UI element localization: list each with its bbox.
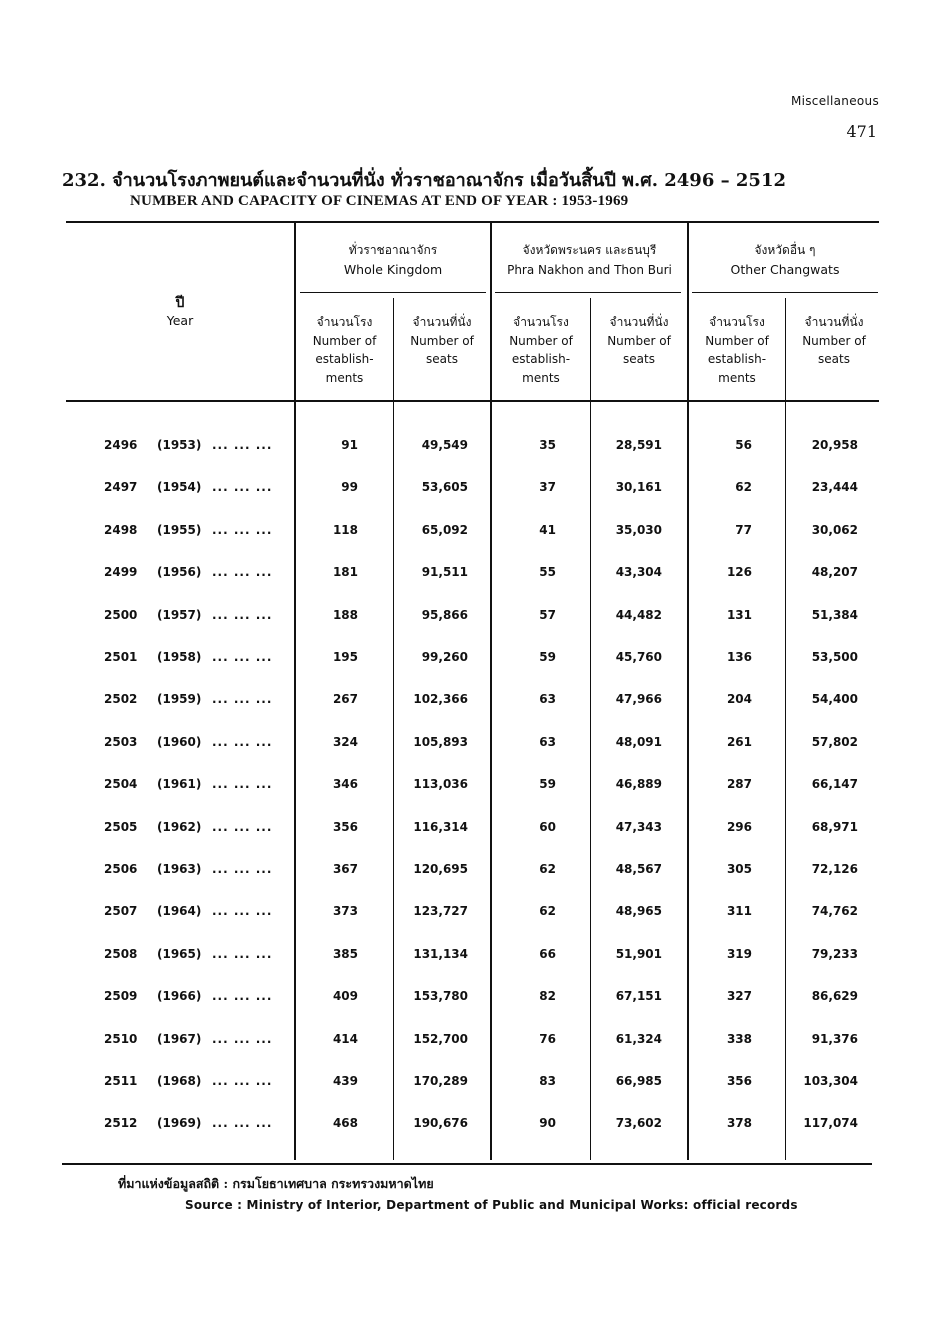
cell-whole-kingdom-establishments: 414: [332, 1031, 358, 1046]
cell-phra-nakhon-establishments: 63: [539, 734, 556, 749]
cell-phra-nakhon-seats: 67,151: [615, 989, 662, 1004]
year-gregorian: (1967): [157, 1031, 202, 1046]
cell-other-establishments: 62: [735, 480, 752, 495]
year-buddhist-era: 2502: [104, 692, 138, 707]
leader-dots: ... ... ...: [212, 989, 273, 1004]
cell-phra-nakhon-establishments: 90: [539, 1116, 556, 1131]
cell-phra-nakhon-establishments: 63: [539, 692, 556, 707]
group-thai: จังหวัดพระนคร และธนบุรี: [522, 243, 657, 257]
year-gregorian: (1963): [157, 862, 202, 876]
cell-whole-kingdom-seats: 131,134: [413, 946, 468, 961]
cell-whole-kingdom-seats: 170,289: [413, 1074, 468, 1088]
cell-whole-kingdom-establishments: 409: [332, 989, 358, 1004]
cell-other-seats: 53,500: [811, 650, 858, 664]
cell-phra-nakhon-seats: 47,343: [615, 819, 662, 834]
leader-dots: ... ... ...: [212, 565, 273, 580]
cell-other-establishments: 378: [726, 1116, 752, 1131]
leader-dots: ... ... ...: [212, 607, 273, 622]
cell-other-seats: 57,802: [811, 734, 858, 749]
subheader-seats: จำนวนที่นั่ง Number of seats: [802, 315, 866, 366]
table-row: [0, 523, 941, 543]
cell-whole-kingdom-seats: 102,366: [413, 692, 468, 707]
cell-phra-nakhon-seats: 35,030: [615, 522, 662, 537]
cell-other-seats: 66,147: [811, 777, 858, 792]
cell-whole-kingdom-establishments: 188: [332, 607, 358, 622]
leader-dots: ... ... ...: [212, 946, 273, 961]
cell-other-seats: 23,444: [811, 480, 858, 495]
table-row: [0, 862, 941, 882]
year-buddhist-era: 2512: [104, 1116, 138, 1131]
cell-other-establishments: 56: [735, 438, 752, 452]
cell-other-establishments: 356: [726, 1074, 752, 1088]
year-buddhist-era: 2498: [104, 522, 138, 537]
cell-other-establishments: 287: [726, 777, 752, 792]
cell-phra-nakhon-establishments: 60: [539, 819, 556, 834]
group-english: Phra Nakhon and Thon Buri: [507, 263, 672, 277]
cell-whole-kingdom-seats: 113,036: [413, 777, 468, 792]
cell-whole-kingdom-seats: 105,893: [413, 734, 468, 749]
subheader-seats: จำนวนที่นั่ง Number of seats: [607, 315, 671, 366]
cell-whole-kingdom-seats: 116,314: [413, 819, 468, 834]
cell-whole-kingdom-seats: 99,260: [421, 650, 468, 664]
year-buddhist-era: 2508: [104, 946, 138, 961]
year-buddhist-era: 2500: [104, 607, 138, 622]
year-buddhist-era: 2511: [104, 1074, 138, 1088]
cell-other-seats: 91,376: [811, 1031, 858, 1046]
leader-dots: ... ... ...: [212, 1031, 273, 1046]
cell-whole-kingdom-establishments: 367: [332, 862, 358, 876]
cell-phra-nakhon-seats: 51,901: [615, 946, 662, 961]
cell-other-seats: 20,958: [811, 438, 858, 452]
year-gregorian: (1969): [157, 1116, 202, 1131]
cell-other-establishments: 327: [726, 989, 752, 1004]
year-gregorian: (1968): [157, 1074, 202, 1088]
year-header-english: Year: [166, 313, 194, 328]
group-header-phra-nakhon: [492, 240, 687, 280]
cell-other-establishments: 136: [726, 650, 752, 664]
leader-dots: ... ... ...: [212, 480, 273, 495]
cell-whole-kingdom-establishments: 346: [332, 777, 358, 792]
cell-phra-nakhon-seats: 48,965: [615, 904, 662, 919]
cell-phra-nakhon-seats: 61,324: [615, 1031, 662, 1046]
subheader-establishments: จำนวนโรง Number of establish- ments: [312, 315, 377, 385]
year-buddhist-era: 2499: [104, 565, 138, 580]
table-row: [0, 608, 941, 628]
year-gregorian: (1964): [157, 904, 202, 919]
cell-phra-nakhon-seats: 48,091: [615, 734, 662, 749]
cell-other-seats: 48,207: [811, 565, 858, 580]
cell-phra-nakhon-establishments: 55: [539, 565, 556, 580]
cell-phra-nakhon-establishments: 76: [539, 1031, 556, 1046]
year-buddhist-era: 2503: [104, 734, 138, 749]
leader-dots: ... ... ...: [212, 692, 273, 707]
cell-other-establishments: 338: [726, 1031, 752, 1046]
year-gregorian: (1953): [157, 438, 202, 452]
cell-other-seats: 117,074: [803, 1116, 858, 1131]
year-gregorian: (1960): [157, 734, 202, 749]
leader-dots: ... ... ...: [212, 1074, 273, 1088]
year-gregorian: (1958): [157, 650, 202, 664]
cell-whole-kingdom-establishments: 324: [332, 734, 358, 749]
year-buddhist-era: 2506: [104, 862, 138, 876]
year-gregorian: (1955): [157, 522, 202, 537]
cell-whole-kingdom-seats: 123,727: [413, 904, 468, 919]
cell-phra-nakhon-seats: 46,889: [615, 777, 662, 792]
cell-whole-kingdom-seats: 49,549: [421, 438, 468, 452]
leader-dots: ... ... ...: [212, 904, 273, 919]
cell-other-seats: 103,304: [803, 1074, 858, 1088]
cell-phra-nakhon-establishments: 59: [539, 650, 556, 664]
leader-dots: ... ... ...: [212, 819, 273, 834]
header-bottom-rule: [66, 400, 879, 402]
year-buddhist-era: 2507: [104, 904, 138, 919]
page-number: 471: [846, 122, 877, 141]
cell-phra-nakhon-seats: 73,602: [615, 1116, 662, 1131]
cell-whole-kingdom-establishments: 91: [341, 438, 358, 452]
cell-phra-nakhon-establishments: 66: [539, 946, 556, 961]
table-row: [0, 777, 941, 797]
year-buddhist-era: 2504: [104, 777, 138, 792]
cell-other-establishments: 261: [726, 734, 752, 749]
year-gregorian: (1956): [157, 565, 202, 580]
table-row: [0, 1032, 941, 1052]
year-gregorian: (1961): [157, 777, 202, 792]
table-bottom-rule: [62, 1163, 872, 1165]
group-thai: ทั่วราชอาณาจักร: [348, 243, 438, 257]
year-gregorian: (1966): [157, 989, 202, 1004]
group-header-other-changwats: [689, 240, 881, 280]
cell-whole-kingdom-establishments: 385: [332, 946, 358, 961]
cell-whole-kingdom-seats: 190,676: [413, 1116, 468, 1131]
cell-other-seats: 54,400: [811, 692, 858, 707]
group-thai: จังหวัดอื่น ๆ: [754, 243, 816, 257]
year-gregorian: (1954): [157, 480, 202, 495]
subheader-seats: จำนวนที่นั่ง Number of seats: [410, 315, 474, 366]
cell-other-establishments: 126: [726, 565, 752, 580]
cell-phra-nakhon-establishments: 41: [539, 522, 556, 537]
cell-phra-nakhon-seats: 30,161: [615, 480, 662, 495]
cell-whole-kingdom-establishments: 118: [332, 522, 358, 537]
source-note-english: Source : Ministry of Interior, Department of Public and Municipal Works: official records: [185, 1198, 798, 1212]
year-buddhist-era: 2496: [104, 438, 138, 452]
table-row: [0, 947, 941, 967]
table-top-rule: [66, 221, 879, 223]
table-title-thai: 232. จำนวนโรงภาพยนต์และจำนวนที่นั่ง ทั่วราชอาณาจักร เมื่อวันสิ้นปี พ.ศ. 2496 – 2512: [62, 170, 786, 191]
cell-whole-kingdom-establishments: 373: [332, 904, 358, 919]
cell-other-establishments: 311: [726, 904, 752, 919]
cell-whole-kingdom-seats: 152,700: [413, 1031, 468, 1046]
cell-other-establishments: 305: [726, 862, 752, 876]
leader-dots: ... ... ...: [212, 438, 273, 452]
cell-phra-nakhon-seats: 47,966: [615, 692, 662, 707]
cell-other-seats: 79,233: [811, 946, 858, 961]
year-header: [130, 294, 230, 330]
cell-whole-kingdom-seats: 91,511: [421, 565, 468, 580]
year-gregorian: (1959): [157, 692, 202, 707]
cell-whole-kingdom-establishments: 267: [332, 692, 358, 707]
group-english: Other Changwats: [730, 262, 840, 277]
cell-phra-nakhon-establishments: 62: [539, 862, 556, 876]
cell-phra-nakhon-seats: 45,760: [615, 650, 662, 664]
cell-other-seats: 30,062: [811, 522, 858, 537]
year-gregorian: (1962): [157, 819, 202, 834]
cell-phra-nakhon-seats: 43,304: [615, 565, 662, 580]
subheader-establishments: จำนวนโรง Number of establish- ments: [509, 315, 573, 385]
cell-phra-nakhon-seats: 66,985: [615, 1074, 662, 1088]
table-row: [0, 989, 941, 1009]
cell-whole-kingdom-establishments: 99: [341, 480, 358, 495]
leader-dots: ... ... ...: [212, 777, 273, 792]
cell-other-establishments: 204: [726, 692, 752, 707]
leader-dots: ... ... ...: [212, 862, 273, 876]
table-row: [0, 692, 941, 712]
year-buddhist-era: 2509: [104, 989, 138, 1004]
cell-other-establishments: 319: [726, 946, 752, 961]
year-buddhist-era: 2501: [104, 650, 138, 664]
cell-phra-nakhon-establishments: 37: [539, 480, 556, 495]
cell-whole-kingdom-establishments: 356: [332, 819, 358, 834]
cell-whole-kingdom-seats: 53,605: [421, 480, 468, 495]
cell-whole-kingdom-establishments: 195: [332, 650, 358, 664]
subheader-establishments: จำนวนโรง Number of establish- ments: [705, 315, 769, 385]
section-label: Miscellaneous: [790, 94, 879, 108]
table-row: [0, 820, 941, 840]
table-row: [0, 650, 941, 670]
cell-whole-kingdom-seats: 95,866: [421, 607, 468, 622]
cell-whole-kingdom-seats: 65,092: [421, 522, 468, 537]
cell-phra-nakhon-establishments: 35: [539, 438, 556, 452]
table-row: [0, 480, 941, 500]
leader-dots: ... ... ...: [212, 650, 273, 664]
group-header-whole-kingdom: [296, 240, 490, 280]
cell-phra-nakhon-seats: 28,591: [615, 438, 662, 452]
table-title-english: NUMBER AND CAPACITY OF CINEMAS AT END OF YEAR : 1953-1969: [130, 193, 629, 209]
cell-other-establishments: 131: [726, 607, 752, 622]
group-english: Whole Kingdom: [343, 262, 443, 277]
cell-other-establishments: 296: [726, 819, 752, 834]
table-row: [0, 735, 941, 755]
cell-phra-nakhon-establishments: 57: [539, 607, 556, 622]
leader-dots: ... ... ...: [212, 1116, 273, 1131]
cell-other-seats: 86,629: [811, 989, 858, 1004]
cell-whole-kingdom-seats: 120,695: [413, 862, 468, 876]
cell-whole-kingdom-establishments: 468: [332, 1116, 358, 1131]
table-row: [0, 565, 941, 585]
year-buddhist-era: 2510: [104, 1031, 138, 1046]
leader-dots: ... ... ...: [212, 522, 273, 537]
cell-other-seats: 74,762: [811, 904, 858, 919]
year-gregorian: (1965): [157, 946, 202, 961]
group-rule-phra-nakhon: [495, 292, 681, 293]
group-rule-other: [692, 292, 878, 293]
cell-other-seats: 51,384: [811, 607, 858, 622]
source-note-thai: ที่มาแห่งข้อมูลสถิติ : กรมโยธาเทศบาล กระทรวงมหาดไทย: [118, 1176, 434, 1191]
year-gregorian: (1957): [157, 607, 202, 622]
cell-other-establishments: 77: [735, 522, 752, 537]
cell-whole-kingdom-establishments: 181: [332, 565, 358, 580]
cell-phra-nakhon-establishments: 83: [539, 1074, 556, 1088]
cell-phra-nakhon-seats: 48,567: [615, 862, 662, 876]
cell-phra-nakhon-seats: 44,482: [615, 607, 662, 622]
year-buddhist-era: 2505: [104, 819, 138, 834]
cell-phra-nakhon-establishments: 82: [539, 989, 556, 1004]
cell-phra-nakhon-establishments: 59: [539, 777, 556, 792]
table-row: [0, 904, 941, 924]
table-row: [0, 1116, 941, 1136]
group-rule-whole-kingdom: [300, 292, 486, 293]
cell-other-seats: 72,126: [811, 862, 858, 876]
leader-dots: ... ... ...: [212, 734, 273, 749]
cell-whole-kingdom-establishments: 439: [332, 1074, 358, 1088]
cell-other-seats: 68,971: [811, 819, 858, 834]
year-header-thai: ปี: [175, 295, 185, 311]
cell-whole-kingdom-seats: 153,780: [413, 989, 468, 1004]
table-row: [0, 1074, 941, 1094]
table-row: [0, 438, 941, 458]
year-buddhist-era: 2497: [104, 480, 138, 495]
cell-phra-nakhon-establishments: 62: [539, 904, 556, 919]
